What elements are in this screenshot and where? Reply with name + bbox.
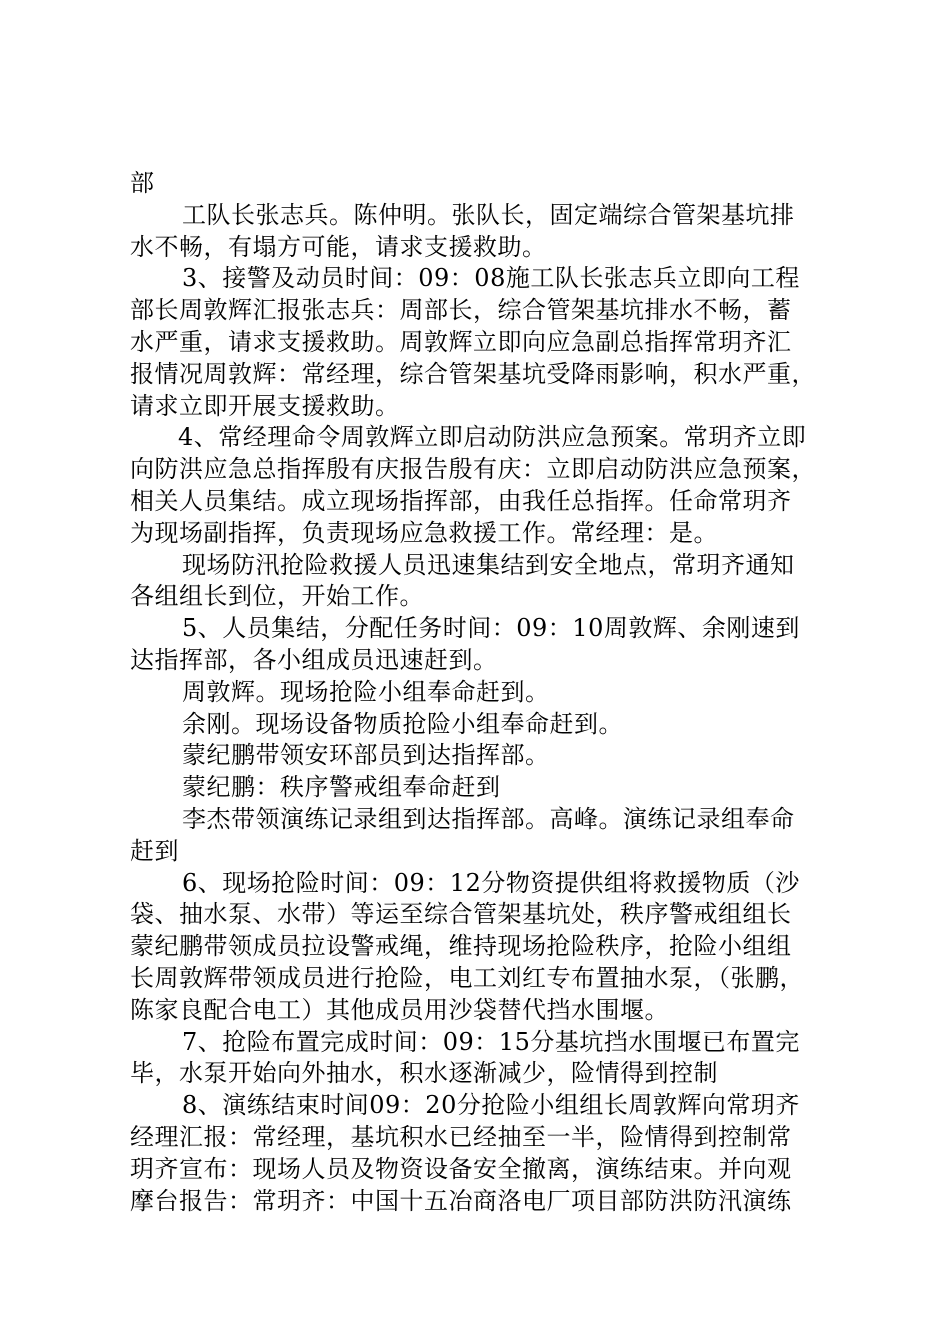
text-line: 周敦辉。现场抢险小组奉命赶到。 <box>182 677 550 706</box>
text-line: 现场防汛抢险救援人员迅速集结到安全地点，常玥齐通知 <box>182 550 795 579</box>
text-line: 部长周敦辉汇报张志兵：周部长，综合管架基坑排水不畅，蓄 <box>130 296 792 325</box>
text-line: 蒙纪鹏带领成员拉设警戒绳，维持现场抢险秩序，抢险小组组 <box>130 932 792 961</box>
text-line: 袋、抽水泵、水带）等运至综合管架基坑处，秩序警戒组组长 <box>130 900 792 929</box>
text-line: 玥齐宣布：现场人员及物资设备安全撤离，演练结束。并向观 <box>130 1154 792 1183</box>
text-line: 陈家良配合电工）其他成员用沙袋替代挡水围堰。 <box>130 995 669 1024</box>
document-body <box>130 168 835 1217</box>
text-line: 工队长张志兵。陈仲明。张队长，固定端综合管架基坑排 <box>182 200 795 229</box>
text-line: 5、人员集结，分配任务时间：09：10周敦辉、余刚速到 <box>182 614 800 643</box>
text-line: 8、演练结束时间09：20分抢险小组组长周敦辉向常玥齐 <box>182 1091 800 1120</box>
text-line: 向防洪应急总指挥殷有庆报告殷有庆：立即启动防洪应急预案， <box>130 455 816 484</box>
text-line: 赶到 <box>130 836 179 865</box>
text-line: 蒙纪鹏：秩序警戒组奉命赶到 <box>182 773 501 802</box>
text-line: 7、抢险布置完成时间：09：15分基坑挡水围堰已布置完 <box>182 1027 800 1056</box>
text-line: 摩台报告：常玥齐：中国十五冶商洛电厂项目部防洪防汛演练 <box>130 1186 792 1215</box>
text-line: 请求立即开展支援救助。 <box>130 391 400 420</box>
text-line: 为现场副指挥，负责现场应急救援工作。常经理：是。 <box>130 518 718 547</box>
text-line: 李杰带领演练记录组到达指挥部。高峰。演练记录组奉命 <box>182 804 795 833</box>
text-line: 水不畅，有塌方可能，请求支援救助。 <box>130 232 547 261</box>
text-line: 余刚。现场设备物质抢险小组奉命赶到。 <box>182 709 623 738</box>
text-line: 蒙纪鹏带领安环部员到达指挥部。 <box>182 741 550 770</box>
text-line: 经理汇报：常经理，基坑积水已经抽至一半，险情得到控制常 <box>130 1122 792 1151</box>
text-line: 达指挥部，各小组成员迅速赶到。 <box>130 645 498 674</box>
text-line: 长周敦辉带领成员进行抢险，电工刘红专布置抽水泵，（张鹏， <box>130 963 804 992</box>
text-line: 6、现场抢险时间：09：12分物资提供组将救援物质（沙 <box>182 868 800 897</box>
text-line: 3、接警及动员时间：09：08施工队长张志兵立即向工程 <box>182 264 800 293</box>
text-line: 各组组长到位，开始工作。 <box>130 582 424 611</box>
text-line: 水严重，请求支援救助。周敦辉立即向应急副总指挥常玥齐汇 <box>130 327 792 356</box>
text-line: 4、常经理命令周敦辉立即启动防洪应急预案。常玥齐立即 <box>178 423 807 452</box>
text-line: 毕，水泵开始向外抽水，积水逐渐减少，险情得到控制 <box>130 1059 718 1088</box>
text-line: 部 <box>130 169 155 197</box>
text-line: 报情况周敦辉：常经理，综合管架基坑受降雨影响，积水严重， <box>130 359 816 388</box>
text-line: 相关人员集结。成立现场指挥部，由我任总指挥。任命常玥齐 <box>130 486 792 515</box>
